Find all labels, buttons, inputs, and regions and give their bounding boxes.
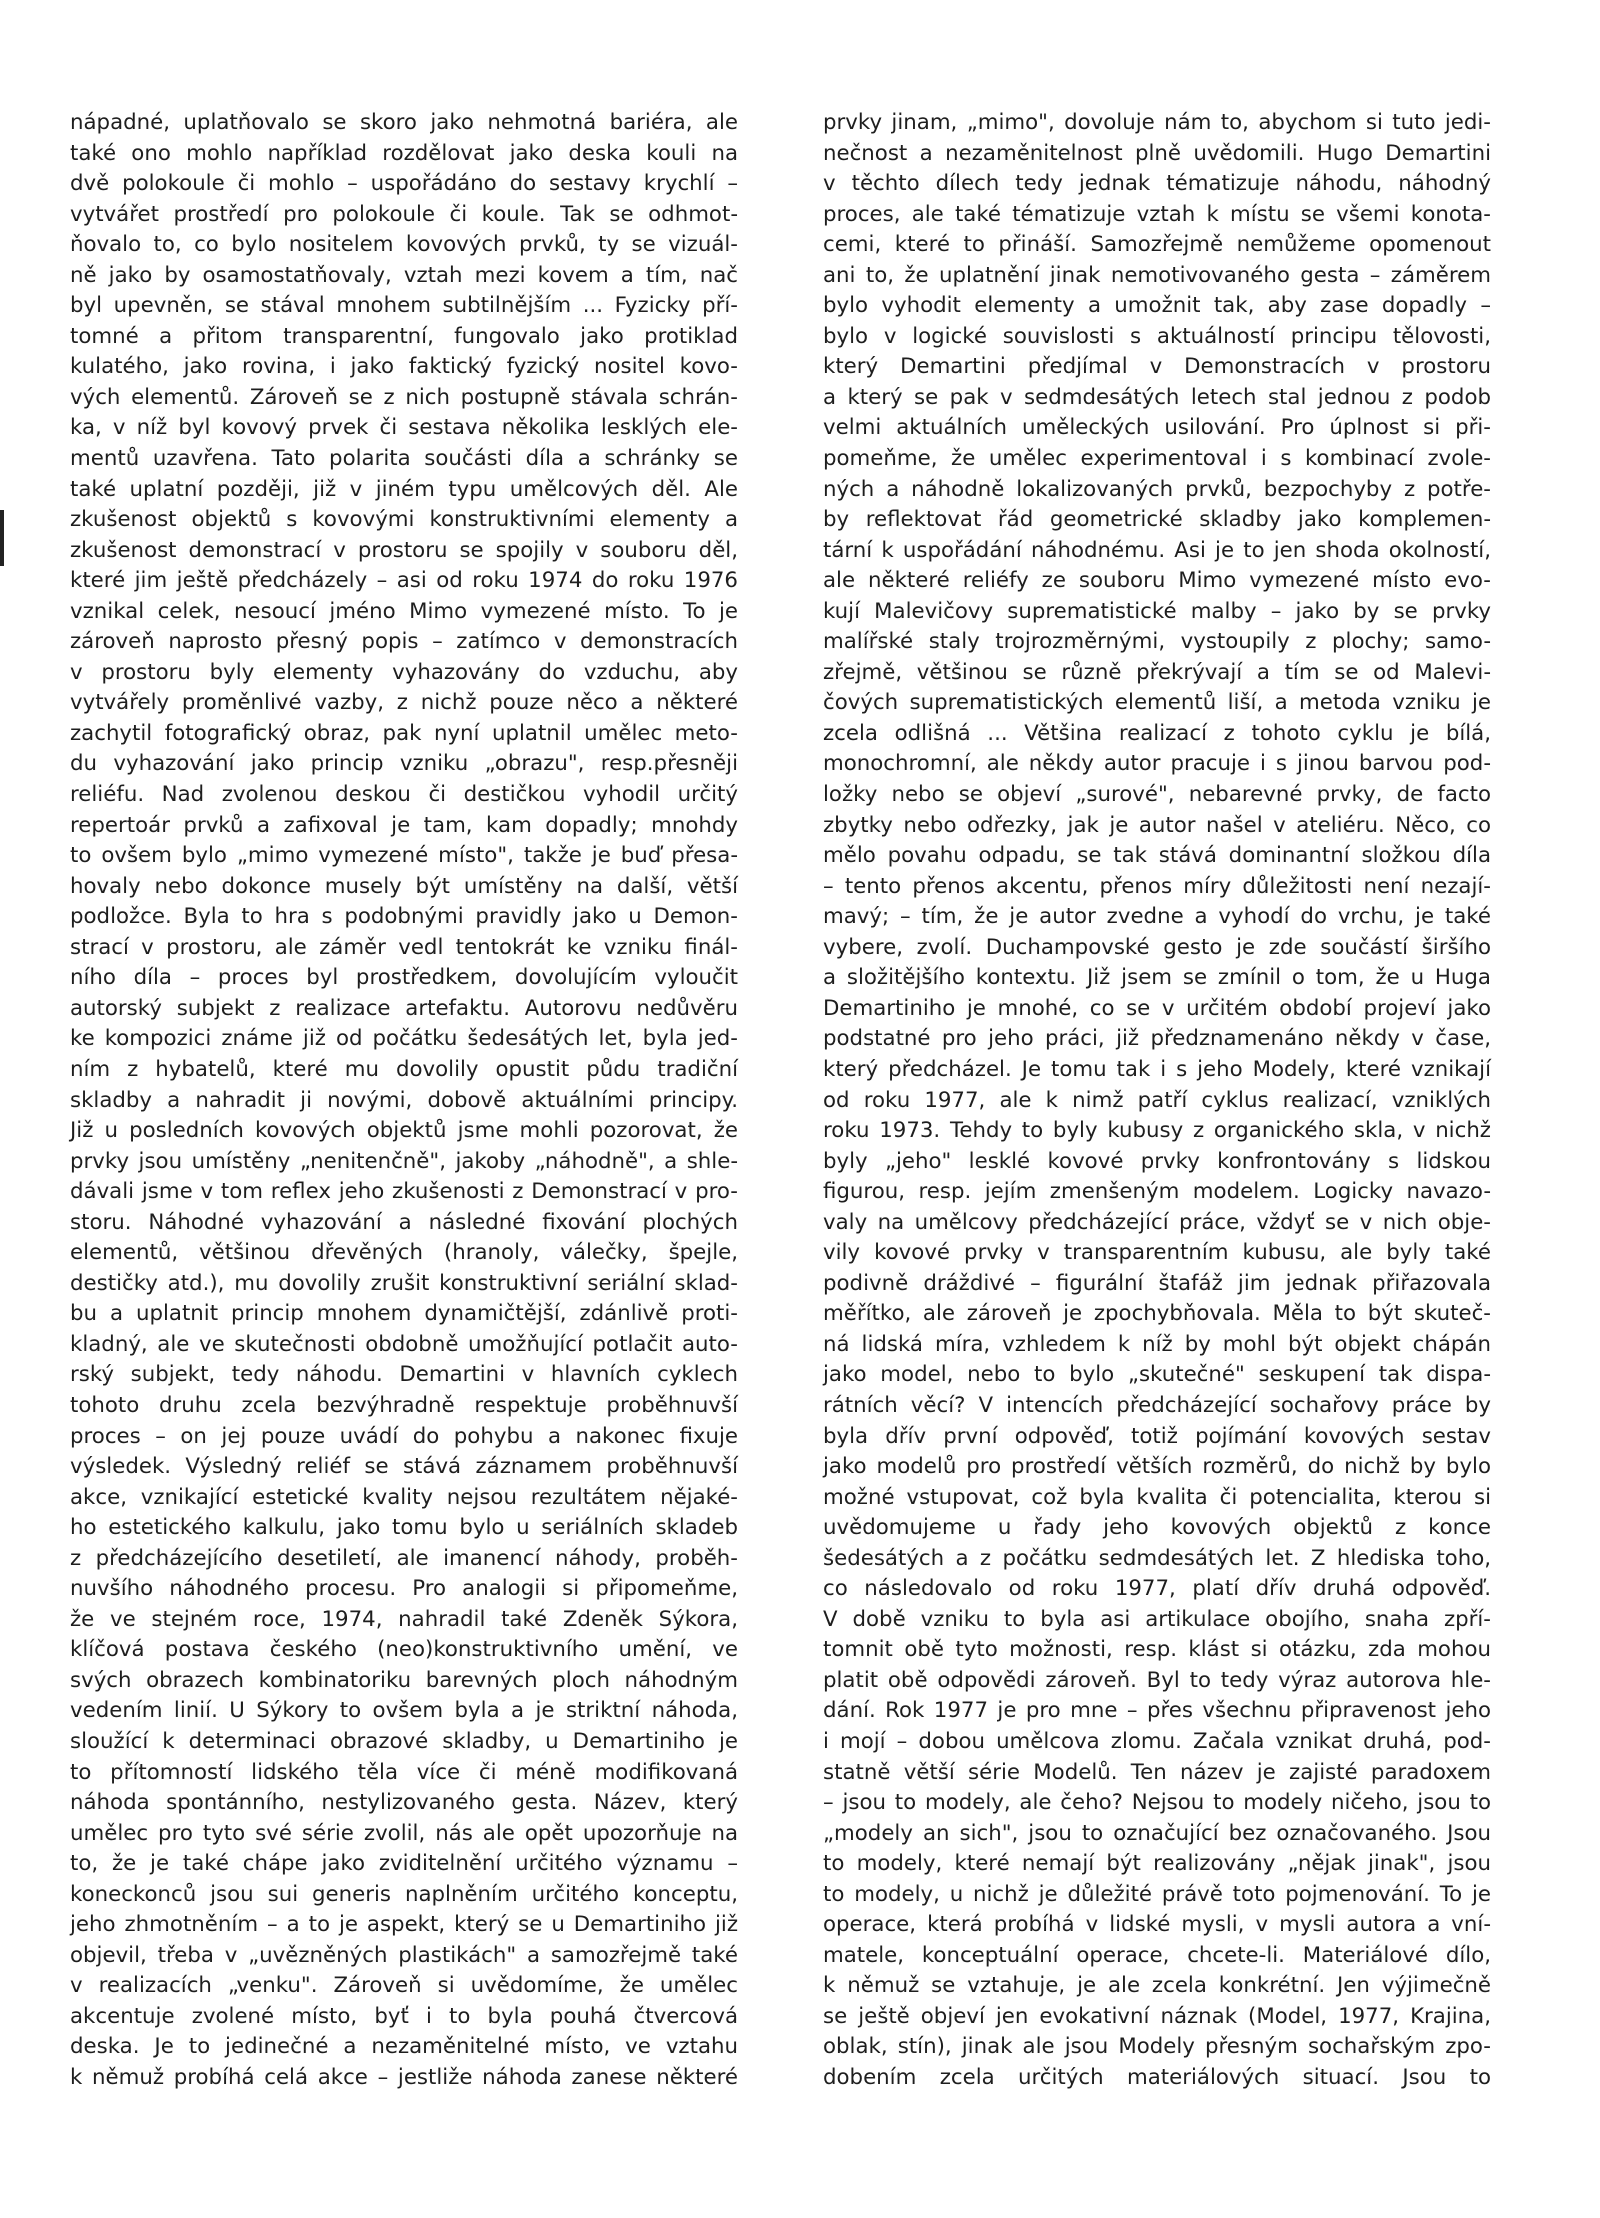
text-line: také uplatní později, již v jiném typu umělcových děl. Ale — [70, 476, 738, 502]
text-line: zcela odlišná ... Většina realizací z tohoto cyklu je bílá, — [823, 720, 1491, 746]
text-line: v realizacích „venku". Zároveň si uvědomíme, že umělec — [70, 1973, 738, 1999]
text-line: v prostoru byly elementy vyhazovány do vzduchu, aby — [70, 659, 738, 685]
margin-binding-mark — [0, 510, 4, 566]
text-line: rátních věcí? V intencích předcházející sochařovy práce by — [823, 1392, 1491, 1418]
text-line: prvky jsou umístěny „nenitenčně", jakoby „náhodně", a shle- — [70, 1148, 738, 1174]
text-line: bylo vyhodit elementy a umožnit tak, aby zase dopadly – — [823, 293, 1491, 319]
text-line: storu. Náhodné vyhazování a následné fixování plochých — [70, 1209, 738, 1235]
text-line: to ovšem bylo „mimo vymezené místo", takže je buď přesa- — [70, 843, 738, 869]
text-line: i mojí – dobou umělcova zlomu. Začala vznikat druhá, pod- — [823, 1728, 1491, 1754]
text-line: měřítko, ale zároveň je zpochybňovala. Měla to být skuteč- — [823, 1301, 1491, 1327]
text-line: z předcházejícího desetiletí, ale imanencí náhody, proběh- — [70, 1545, 738, 1571]
text-line: Již u posledních kovových objektů jsme mohli pozorovat, že — [70, 1118, 738, 1144]
text-line: to modely, které nemají být realizovány „nějak jinak", jsou — [823, 1851, 1491, 1877]
text-line: nečnost a nezaměnitelnost plně uvědomili. Hugo Demartini — [823, 140, 1491, 166]
text-line: šedesátých a z počátku sedmdesátých let. Z hlediska toho, — [823, 1545, 1491, 1571]
text-line: zachytil fotografický obraz, pak nyní uplatnil umělec meto- — [70, 720, 738, 746]
left-text-column — [70, 108, 738, 2094]
text-line: v těchto dílech tedy jednak tématizuje náhodu, náhodný — [823, 171, 1491, 197]
text-line: nápadné, uplatňovalo se skoro jako nehmotná bariéra, ale — [70, 110, 738, 135]
text-line: zbytky nebo odřezky, jak je autor našel v ateliéru. Něco, co — [823, 812, 1491, 838]
text-line: podložce. Byla to hra s podobnými pravidly jako u Demon- — [70, 904, 738, 930]
text-line: ho estetického kalkulu, jako tomu bylo u seriálních skladeb — [70, 1515, 738, 1541]
text-line: statně větší série Modelů. Ten název je zajisté paradoxem — [823, 1759, 1491, 1785]
text-line: vedením linií. U Sýkory to ovšem byla a je striktní náhoda, — [70, 1698, 738, 1724]
text-line: ke kompozici známe již od počátku šedesátých let, byla jed- — [70, 1026, 738, 1052]
text-line: repertoár prvků a zafixoval je tam, kam dopadly; mnohdy — [70, 812, 738, 838]
text-line: dávali jsme v tom reflex jeho zkušenosti z Demonstrací v pro- — [70, 1179, 738, 1205]
text-line: podstatné pro jeho práci, již předznamenáno někdy v čase, — [823, 1026, 1491, 1052]
text-line: byla dřív první odpověď, totiž pojímání kovových sestav — [823, 1423, 1491, 1449]
text-line: zároveň naprosto přesný popis – zatímco v demonstracích — [70, 629, 738, 655]
text-line: zkušenost objektů s kovovými konstruktivními elementy a — [70, 507, 738, 533]
text-line: vznikal celek, nesoucí jméno Mimo vymezené místo. To je — [70, 598, 738, 624]
text-line: rský subjekt, tedy náhodu. Demartini v hlavních cyklech — [70, 1362, 738, 1388]
text-line: ně jako by osamostatňovaly, vztah mezi kovem a tím, nač — [70, 262, 738, 288]
text-line: figurou, resp. jejím zmenšeným modelem. Logicky navazo- — [823, 1179, 1491, 1205]
text-line: a složitějšího kontextu. Již jsem se zmínil o tom, že u Huga — [823, 965, 1491, 991]
text-line: že ve stejném roce, 1974, nahradil také Zdeněk Sýkora, — [70, 1606, 738, 1632]
text-line: náhoda spontánního, nestylizovaného gesta. Název, který — [70, 1790, 738, 1816]
text-line: valy na umělcovy předcházející práce, vždyť se v nich obje- — [823, 1209, 1491, 1235]
text-line: výsledek. Výsledný reliéf se stává záznamem proběhnuvší — [70, 1454, 738, 1480]
text-line: to přítomností lidského těla více či méně modifikovaná — [70, 1759, 738, 1785]
text-line: k němuž se vztahuje, je ale zcela konkrétní. Jen výjimečně — [823, 1973, 1491, 1999]
text-line: který předcházel. Je tomu tak i s jeho Modely, které vznikají — [823, 1056, 1491, 1082]
text-line: bylo v logické souvislosti s aktuálností principu tělovosti, — [823, 323, 1491, 349]
text-line: tární k uspořádání náhodnému. Asi je to jen shoda okolností, — [823, 537, 1491, 563]
text-line: ním z hybatelů, které mu dovolily opustit půdu tradiční — [70, 1056, 738, 1082]
text-line: svých obrazech kombinatoriku barevných ploch náhodným — [70, 1667, 738, 1693]
text-line: zřejmě, většinou se různě překrývají a tím se od Malevi- — [823, 659, 1491, 685]
text-line: mavý; – tím, že je autor zvedne a vyhodí do vrchu, je také — [823, 904, 1491, 930]
text-line: byl upevněn, se stával mnohem subtilnějším ... Fyzicky pří- — [70, 293, 738, 319]
text-line: kladný, ale ve skutečnosti obdobně umožňující potlačit auto- — [70, 1331, 738, 1357]
text-line: tomnit obě tyto možnosti, resp. klást si otázku, zda mohou — [823, 1637, 1491, 1663]
text-line: ná lidská míra, vzhledem k níž by mohl být objekt chápán — [823, 1331, 1491, 1357]
text-line: du vyhazování jako princip vzniku „obrazu", resp.přesněji — [70, 751, 738, 777]
text-line: reliéfu. Nad zvolenou deskou či destičkou vyhodil určitý — [70, 782, 738, 808]
text-line: ňovalo to, co bylo nositelem kovových prvků, ty se vizuál- — [70, 232, 738, 258]
text-line: monochromní, ale někdy autor pracuje i s jinou barvou pod- — [823, 751, 1491, 777]
text-line: hovaly nebo dokonce musely být umístěny na další, větší — [70, 873, 738, 899]
text-line: platit obě odpovědi zároveň. Byl to tedy výraz autorova hle- — [823, 1667, 1491, 1693]
text-line: vily kovové prvky v transparentním kubusu, ale byly také — [823, 1240, 1491, 1266]
text-line: deska. Je to jedinečné a nezaměnitelné místo, ve vztahu — [70, 2034, 738, 2060]
text-line: velmi aktuálních uměleckých usilování. Pro úplnost si při- — [823, 415, 1491, 441]
text-line: dvě polokoule či mohlo – uspořádáno do sestavy krychlí – — [70, 171, 738, 197]
text-line: ných a náhodně lokalizovaných prvků, bezpochyby z potře- — [823, 476, 1491, 502]
text-line: vybere, zvolí. Duchampovské gesto je zde součástí širšího — [823, 934, 1491, 960]
text-line: co následovalo od roku 1977, platí dřív druhá odpověď. — [823, 1576, 1491, 1602]
text-line: tohoto druhu zcela bezvýhradně respektuje proběhnuvší — [70, 1392, 738, 1418]
text-line: V době vzniku to byla asi artikulace obojího, snaha zpří- — [823, 1606, 1491, 1632]
text-line: pomeňme, že umělec experimentoval i s kombinací zvole- — [823, 446, 1491, 472]
text-line: destičky atd.), mu dovolily zrušit konstruktivní seriální sklad- — [70, 1270, 738, 1296]
text-line: kulatého, jako rovina, i jako faktický fyzický nositel kovo- — [70, 354, 738, 380]
text-line: dobením zcela určitých materiálových situací. Jsou to — [823, 2065, 1491, 2090]
text-line: mentů uzavřena. Tato polarita součásti díla a schránky se — [70, 446, 738, 472]
text-line: matele, konceptuální operace, chcete-li. Materiálové dílo, — [823, 1942, 1491, 1968]
text-line: tomné a přitom transparentní, fungovalo jako protiklad — [70, 323, 738, 349]
text-line: – tento přenos akcentu, přenos míry důležitosti není nezají- — [823, 873, 1491, 899]
text-line: koneckonců jsou sui generis naplněním určitého konceptu, — [70, 1881, 738, 1907]
text-line: jako modelů pro prostředí větších rozměrů, do nichž by bylo — [823, 1454, 1491, 1480]
text-line: bu a uplatnit princip mnohem dynamičtější, zdánlivě proti- — [70, 1301, 738, 1327]
text-line: byly „jeho" lesklé kovové prvky konfrontovány s lidskou — [823, 1148, 1491, 1174]
text-line: „modely an sich", jsou to označující bez označovaného. Jsou — [823, 1820, 1491, 1846]
text-line: mělo povahu odpadu, se tak stává dominantní složkou díla — [823, 843, 1491, 869]
text-line: by reflektovat řád geometrické skladby jako komplemen- — [823, 507, 1491, 533]
text-line: jeho zhmotněním – a to je aspekt, který se u Demartiniho již — [70, 1912, 738, 1938]
text-line: proces – on jej pouze uvádí do pohybu a nakonec fixuje — [70, 1423, 738, 1449]
text-line: dání. Rok 1977 je pro mne – přes všechnu připravenost jeho — [823, 1698, 1491, 1724]
text-line: akce, vznikající estetické kvality nejsou rezultátem nějaké- — [70, 1484, 738, 1510]
text-line: možné vstupovat, což byla kvalita či potencialita, kterou si — [823, 1484, 1491, 1510]
text-line: který Demartini předjímal v Demonstracích v prostoru — [823, 354, 1491, 380]
text-line: a který se pak v sedmdesátých letech stal jednou z podob — [823, 384, 1491, 410]
text-line: to, že je také chápe jako zviditelnění určitého významu – — [70, 1851, 738, 1877]
text-line: proces, ale také tématizuje vztah k místu se všemi konota- — [823, 201, 1491, 227]
text-line: zkušenost demonstrací v prostoru se spojily v souboru děl, — [70, 537, 738, 563]
text-line: to modely, u nichž je důležité právě toto pojmenování. To je — [823, 1881, 1491, 1907]
text-line: které jim ještě předcházely – asi od roku 1974 do roku 1976 — [70, 568, 738, 594]
text-line: – jsou to modely, ale čeho? Nejsou to modely ničeho, jsou to — [823, 1790, 1491, 1816]
text-line: oblak, stín), jinak ale jsou Modely přesným sochařským zpo- — [823, 2034, 1491, 2060]
text-line: cemi, které to přináší. Samozřejmě nemůžeme opomenout — [823, 232, 1491, 258]
text-line: prvky jinam, „mimo", dovoluje nám to, abychom si tuto jedi- — [823, 110, 1491, 135]
text-line: kují Malevičovy suprematistické malby – jako by se prvky — [823, 598, 1491, 624]
text-line: autorský subjekt z realizace artefaktu. Autorovu nedůvěru — [70, 995, 738, 1021]
text-line: skladby a nahradit ji novými, dobově aktuálními principy. — [70, 1087, 738, 1113]
text-line: vých elementů. Zároveň se z nich postupně stávala schrán- — [70, 384, 738, 410]
text-line: ani to, že uplatnění jinak nemotivovaného gesta – záměrem — [823, 262, 1491, 288]
text-line: umělec pro tyto své série zvolil, nás ale opět upozorňuje na — [70, 1820, 738, 1846]
text-line: roku 1973. Tehdy to byly kubusy z organického skla, v nichž — [823, 1118, 1491, 1144]
text-line: nuvšího náhodného procesu. Pro analogii si připomeňme, — [70, 1576, 738, 1602]
text-line: klíčová postava českého (neo)konstruktivního umění, ve — [70, 1637, 738, 1663]
text-line: vytvářet prostředí pro polokoule či koule. Tak se odhmot- — [70, 201, 738, 227]
text-line: elementů, většinou dřevěných (hranoly, válečky, špejle, — [70, 1240, 738, 1266]
text-line: čových suprematistických elementů liší, a metoda vzniku je — [823, 690, 1491, 716]
text-line: Demartiniho je mnohé, co se v určitém období projeví jako — [823, 995, 1491, 1021]
text-line: objevil, třeba v „uvězněných plastikách" a samozřejmě také — [70, 1942, 738, 1968]
text-line: sloužící k determinaci obrazové skladby, u Demartiniho je — [70, 1728, 738, 1754]
text-line: k němuž probíhá celá akce – jestliže náhoda zanese některé — [70, 2065, 738, 2090]
text-line: se ještě objeví jen evokativní náznak (Model, 1977, Krajina, — [823, 2003, 1491, 2029]
text-line: podivně dráždivé – figurální štafáž jim jednak přiřazovala — [823, 1270, 1491, 1296]
text-line: strací v prostoru, ale záměr vedl tentokrát ke vzniku finál- — [70, 934, 738, 960]
text-line: ložky nebo se objeví „surové", nebarevné prvky, de facto — [823, 782, 1491, 808]
text-line: jako model, nebo to bylo „skutečné" seskupení tak dispa- — [823, 1362, 1491, 1388]
text-line: uvědomujeme u řady jeho kovových objektů z konce — [823, 1515, 1491, 1541]
text-line: operace, která probíhá v lidské mysli, v mysli autora a vní- — [823, 1912, 1491, 1938]
text-line: malířské staly trojrozměrnými, vystoupily z plochy; samo- — [823, 629, 1491, 655]
text-line: ale některé reliéfy ze souboru Mimo vymezené místo evo- — [823, 568, 1491, 594]
text-line: od roku 1977, ale k nimž patří cyklus realizací, vzniklých — [823, 1087, 1491, 1113]
text-line: akcentuje zvolené místo, byť i to byla pouhá čtvercová — [70, 2003, 738, 2029]
text-line: také ono mohlo například rozdělovat jako deska kouli na — [70, 140, 738, 166]
text-line: ního díla – proces byl prostředkem, dovolujícím vyloučit — [70, 965, 738, 991]
text-line: vytvářely proměnlivé vazby, z nichž pouze něco a některé — [70, 690, 738, 716]
text-line: ka, v níž byl kovový prvek či sestava několika lesklých ele- — [70, 415, 738, 441]
right-text-column — [823, 108, 1491, 2094]
